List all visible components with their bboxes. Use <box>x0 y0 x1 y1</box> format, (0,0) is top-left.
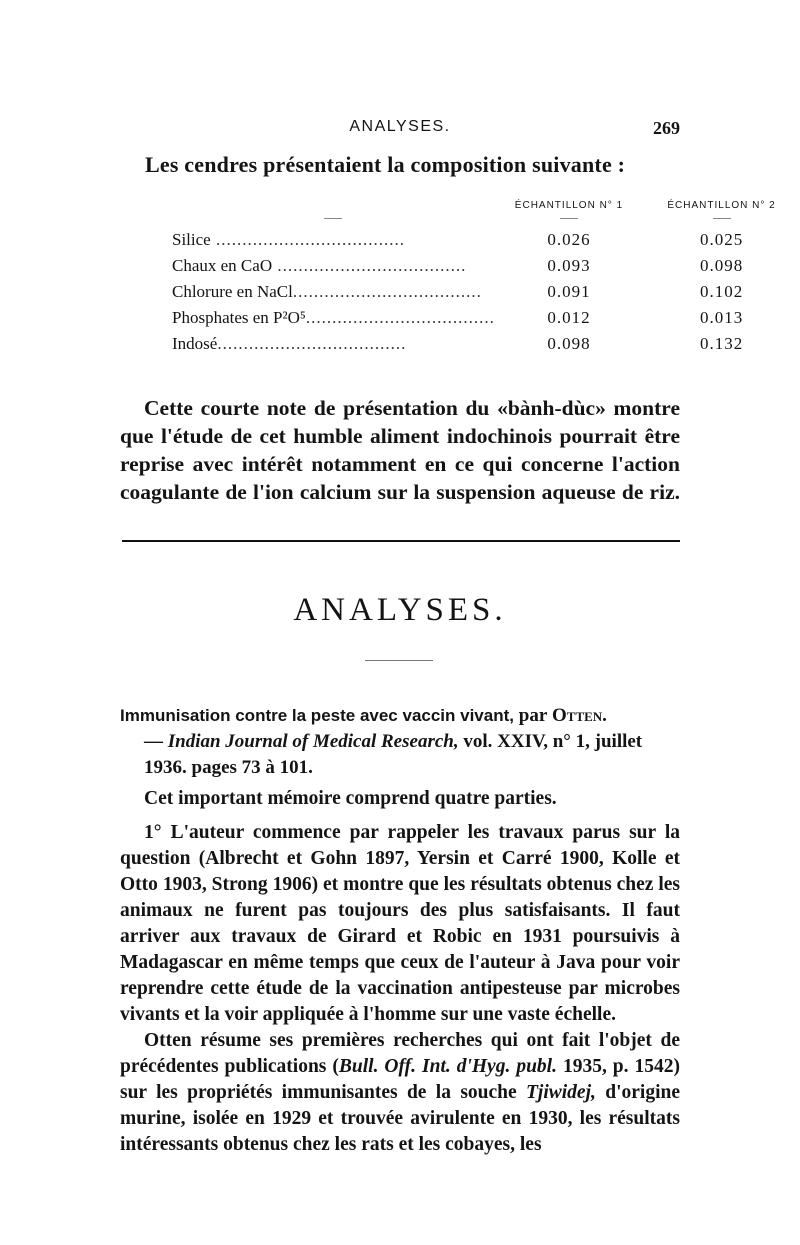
dot-leader: .................................... <box>272 256 467 275</box>
sample-1-value: 0.098 <box>547 334 591 353</box>
dot-leader: .................................... <box>217 334 407 353</box>
section-title: ANALYSES. <box>293 592 507 628</box>
row-label: Phosphates en P²O⁵ <box>172 308 306 327</box>
dot-leader: .................................... <box>292 282 482 301</box>
reference-journal: Indian Journal of Medical Research, <box>167 731 459 752</box>
table-row <box>172 331 800 357</box>
table-row <box>172 253 800 279</box>
reference-entry <box>120 703 680 781</box>
table-header-row <box>172 200 800 227</box>
dot-leader: .................................... <box>210 230 405 249</box>
sample-2-value: 0.013 <box>699 308 744 327</box>
intro-sentence: Les cendres présentaient la composition suivante : <box>145 152 626 177</box>
page-number: 269 <box>653 118 680 138</box>
reference-author: Otten. <box>552 705 607 726</box>
running-head <box>120 118 680 140</box>
row-label: Indosé <box>172 334 218 353</box>
sample-1-value: 0.093 <box>547 256 591 275</box>
reference-title: Immunisation contre la peste avec vaccin vivant, <box>120 706 514 725</box>
reference-author-prefix: par <box>518 705 548 726</box>
row-label: Chlorure en NaCl <box>172 282 293 301</box>
dot-leader: .................................... <box>305 308 495 327</box>
row-label: Chaux en CaO <box>172 256 273 275</box>
table-row <box>172 305 800 331</box>
sample-2-value: 0.132 <box>699 334 744 353</box>
row-label-cell <box>172 279 495 305</box>
p3-text-b: 1935, p. 1542) sur les propriétés immunisantes de la souche <box>120 1056 681 1103</box>
sample-1-value: 0.026 <box>547 230 591 249</box>
sample-2-value: 0.098 <box>699 256 744 275</box>
body-paragraph-1: Cet important mémoire comprend quatre parties. <box>144 788 557 809</box>
body-paragraph-3 <box>120 1028 680 1158</box>
table-header-sample-1: ÉCHANTILLON N° 1 <box>495 200 643 227</box>
reference-dash: — <box>144 731 163 752</box>
row-label-cell <box>172 227 495 253</box>
sample-1-value: 0.012 <box>547 308 591 327</box>
sample-2-value: 0.025 <box>699 230 744 249</box>
row-label-cell <box>172 331 495 357</box>
table-header-sample-2: ÉCHANTILLON N° 2 <box>643 200 800 227</box>
reference-details-line <box>120 755 680 781</box>
p3-text-c: d'origine murine, isolée en 1929 et trouvée avirulente en 1930, les résultats intéressants obtenus chez les rats et les cobayes, les <box>120 1082 680 1155</box>
conclusion-paragraph: Cette courte note de présentation du «bành-dùc» montre que l'étude de cet humble aliment indochinois pourrait être reprise avec intérêt notamment en ce qui concerne l'action coagulante de l'ion calcium sur la suspension aqueuse de riz. <box>120 396 680 504</box>
section-divider <box>122 540 680 542</box>
table-row <box>172 279 800 305</box>
reference-source-line <box>120 729 680 755</box>
row-label: Silice <box>172 230 211 249</box>
ash-composition-table <box>172 200 800 357</box>
table-row <box>172 227 800 253</box>
row-label-cell <box>172 253 495 279</box>
reference-details-1: vol. XXIV, n° 1, juillet <box>463 731 643 752</box>
article-body <box>120 786 680 1158</box>
sample-1-value: 0.091 <box>547 282 591 301</box>
row-label-cell <box>172 305 495 331</box>
reference-details-2: 1936. pages 73 à 101. <box>144 757 313 778</box>
body-paragraph-2: 1° L'auteur commence par rappeler les travaux parus sur la question (Albrecht et Gohn 1897, Yersin et Carré 1900, Kolle et Otto 1903, Strong 1906) et montre que les résultats obtenus chez les animaux ne furent pas toujours des plus satisfaisants. Il faut arriver aux travaux de Girard et Robic en 1931 poursuivis à Madagascar en même temps que ceux de l'auteur à Java pour voir reprendre cette étude de la vaccination antipesteuse par microbes vivants et la voir appliquée à l'homme sur une vaste échelle. <box>120 822 680 1025</box>
running-title: ANALYSES. <box>349 118 451 135</box>
p3-text-a: Otten résume ses premières recherches qui ont fait l'objet de précédentes publications ( <box>120 1030 680 1077</box>
table-header-label <box>172 200 495 227</box>
title-ornament-rule <box>365 660 433 661</box>
sample-2-value: 0.102 <box>699 282 744 301</box>
p3-strain-name: Tjiwidej, <box>526 1082 596 1103</box>
p3-citation: Bull. Off. Int. d'Hyg. publ. <box>338 1056 557 1077</box>
